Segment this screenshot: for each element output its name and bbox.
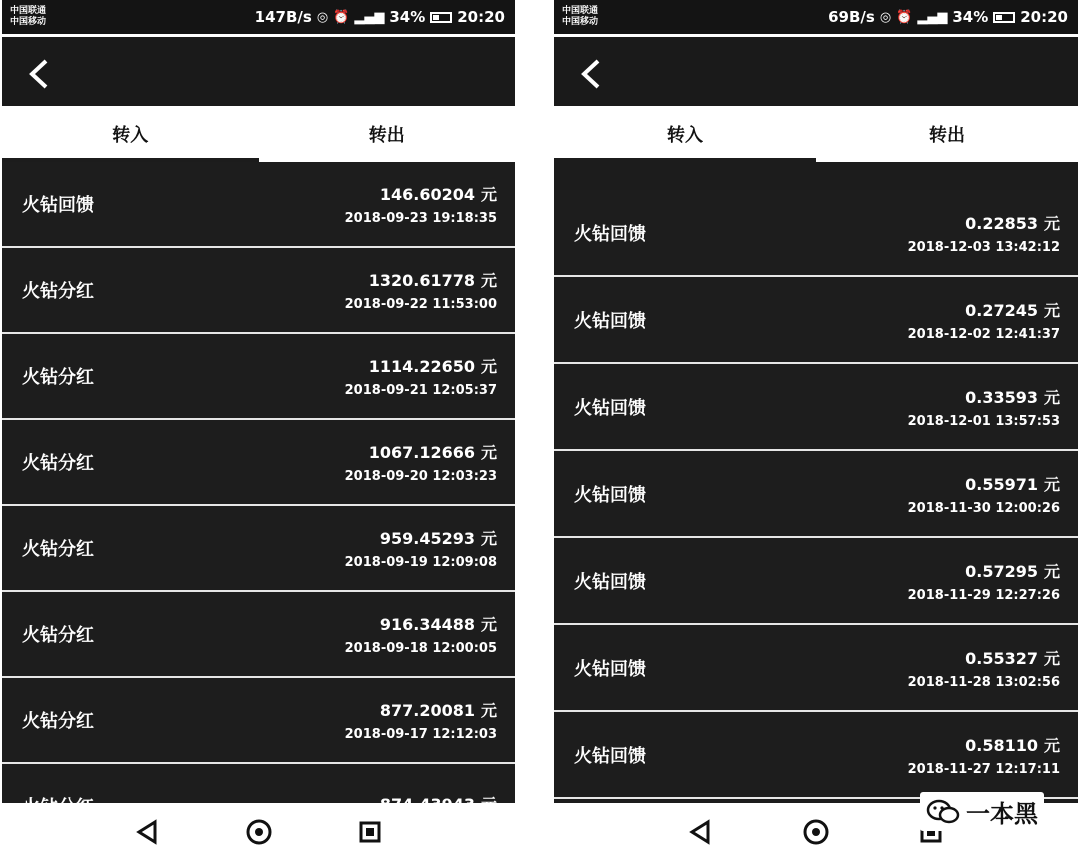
clock-time: 20:20 xyxy=(1020,8,1068,26)
carrier-1: 中国联通 xyxy=(562,6,599,16)
watermark xyxy=(920,792,1044,831)
transaction-details xyxy=(345,526,497,570)
currency-unit: 元 xyxy=(480,443,497,462)
currency-unit: 元 xyxy=(480,271,497,290)
transaction-amount: 0.55971 xyxy=(965,474,1038,494)
currency-unit: 元 xyxy=(480,357,497,376)
transaction-amount-line xyxy=(965,298,1060,321)
transaction-row[interactable] xyxy=(2,506,515,592)
transaction-amount-line xyxy=(380,612,497,635)
transaction-amount: 0.33593 xyxy=(965,387,1038,407)
tab-transfer-in[interactable]: 转入 xyxy=(554,106,816,162)
transaction-amount-line xyxy=(369,440,497,463)
transaction-date: 2018-09-18 12:00:05 xyxy=(344,641,497,656)
transaction-amount-line xyxy=(965,211,1060,234)
chevron-left-icon xyxy=(24,57,54,91)
transaction-amount-line xyxy=(965,472,1060,495)
currency-unit: 元 xyxy=(1043,735,1060,755)
transaction-amount-line xyxy=(965,385,1060,408)
transaction-amount-line xyxy=(965,559,1060,582)
watermark-text: 一本黑 xyxy=(966,800,1038,828)
currency-unit: 元 xyxy=(1043,300,1060,320)
transaction-date: 2018-09-19 12:09:08 xyxy=(344,555,497,570)
transaction-details xyxy=(345,440,497,484)
carrier-labels xyxy=(562,6,598,28)
navigation-bar xyxy=(2,803,515,861)
transaction-details xyxy=(345,612,497,656)
battery-icon xyxy=(430,12,452,23)
app-header xyxy=(554,34,1078,106)
transaction-amount-line xyxy=(965,646,1060,669)
transaction-details xyxy=(345,354,497,398)
transaction-details xyxy=(908,472,1060,516)
transaction-row[interactable] xyxy=(554,277,1078,364)
app-header xyxy=(2,34,515,106)
transaction-details xyxy=(908,298,1060,342)
transaction-details xyxy=(908,211,1060,255)
transaction-row[interactable] xyxy=(554,538,1078,625)
transaction-amount: 0.22853 xyxy=(965,213,1038,233)
tab-transfer-out[interactable]: 转出 xyxy=(368,125,405,146)
transaction-row[interactable] xyxy=(554,625,1078,712)
nav-back-button[interactable] xyxy=(686,817,716,847)
currency-unit: 元 xyxy=(480,701,497,720)
hotspot-icon: ◎ xyxy=(316,9,329,25)
transaction-date: 2018-11-27 12:17:11 xyxy=(907,761,1060,777)
alarm-icon: ⏰ xyxy=(896,9,913,25)
transaction-details xyxy=(908,385,1060,429)
transaction-amount-line xyxy=(380,698,497,721)
circle-home-icon xyxy=(802,818,830,846)
transaction-amount-line xyxy=(380,182,497,205)
carrier-labels xyxy=(10,6,46,28)
transaction-amount: 959.45293 xyxy=(379,529,475,548)
transaction-title: 火钻分红 xyxy=(22,453,94,474)
nav-recents-button[interactable] xyxy=(355,817,385,847)
transaction-date: 2018-12-02 12:41:37 xyxy=(907,326,1060,342)
transaction-date: 2018-12-01 13:57:53 xyxy=(907,413,1060,429)
transaction-amount-line xyxy=(965,733,1060,756)
transaction-amount: 0.55327 xyxy=(965,648,1038,668)
transaction-title: 火钻回馈 xyxy=(22,195,94,216)
square-recents-icon xyxy=(357,819,383,845)
transaction-amount: 1114.22650 xyxy=(368,357,475,376)
transaction-row[interactable] xyxy=(554,190,1078,277)
transaction-row[interactable] xyxy=(2,592,515,678)
transaction-amount: 146.60204 xyxy=(379,185,475,204)
circle-home-icon xyxy=(245,818,273,846)
transaction-amount: 0.57295 xyxy=(965,561,1038,581)
triangle-back-icon xyxy=(135,819,161,845)
currency-unit: 元 xyxy=(1043,561,1060,581)
currency-unit: 元 xyxy=(480,529,497,548)
transaction-amount: 916.34488 xyxy=(379,615,475,634)
status-indicators xyxy=(828,8,1068,26)
currency-unit: 元 xyxy=(480,615,497,634)
currency-unit: 元 xyxy=(1043,213,1060,233)
transaction-date: 2018-09-21 12:05:37 xyxy=(344,383,497,398)
alarm-icon: ⏰ xyxy=(333,9,350,25)
transaction-details xyxy=(345,698,497,742)
transaction-amount-line xyxy=(369,268,497,291)
transaction-date: 2018-09-20 12:03:23 xyxy=(344,469,497,484)
phone-screen-left xyxy=(0,0,517,861)
status-indicators xyxy=(255,8,505,26)
transaction-details xyxy=(908,733,1060,777)
transaction-row[interactable] xyxy=(2,248,515,334)
transaction-title: 火钻分红 xyxy=(22,625,94,646)
currency-unit: 元 xyxy=(1043,387,1060,407)
tab-bar xyxy=(2,106,515,162)
transaction-details xyxy=(345,182,497,226)
transaction-date: 2018-09-23 19:18:35 xyxy=(344,211,497,226)
transaction-details xyxy=(908,646,1060,690)
nav-home-button[interactable] xyxy=(244,817,274,847)
wechat-icon xyxy=(926,798,960,826)
transaction-title: 火钻回馈 xyxy=(574,745,646,767)
signal-icon: ▂▄▆ xyxy=(354,9,385,25)
tab-bar xyxy=(554,106,1078,162)
transaction-title: 火钻回馈 xyxy=(574,223,646,245)
transaction-row[interactable] xyxy=(2,334,515,420)
nav-home-button[interactable] xyxy=(801,817,831,847)
transaction-date: 2018-11-30 12:00:26 xyxy=(907,500,1060,516)
transaction-date: 2018-09-17 12:12:03 xyxy=(344,727,497,742)
transaction-row[interactable] xyxy=(554,364,1078,451)
transaction-date: 2018-12-03 13:42:12 xyxy=(907,239,1060,255)
transaction-amount: 0.58110 xyxy=(965,735,1038,755)
carrier-1: 中国联通 xyxy=(10,6,47,16)
transaction-amount: 1320.61778 xyxy=(368,271,475,290)
tab-transfer-in[interactable]: 转入 xyxy=(2,106,259,162)
hotspot-icon: ◎ xyxy=(879,9,892,25)
battery-icon xyxy=(993,12,1015,23)
transaction-list xyxy=(554,162,1078,803)
transaction-title: 火钻分红 xyxy=(22,281,94,302)
transaction-amount: 877.20081 xyxy=(379,701,475,720)
transaction-title: 火钻回馈 xyxy=(574,397,646,419)
carrier-2: 中国移动 xyxy=(10,17,47,27)
battery-percent: 34% xyxy=(952,8,989,26)
transaction-details xyxy=(345,268,497,312)
transaction-date: 2018-11-28 13:02:56 xyxy=(907,674,1060,690)
transaction-list xyxy=(2,162,515,803)
phone-screen-right xyxy=(552,0,1080,861)
network-speed: 147B/s xyxy=(254,8,312,26)
status-bar xyxy=(2,0,515,34)
signal-icon: ▂▄▆ xyxy=(917,9,948,25)
transaction-amount: 1067.12666 xyxy=(368,443,475,462)
transaction-amount-line xyxy=(369,354,497,377)
currency-unit: 元 xyxy=(1043,648,1060,668)
battery-percent: 34% xyxy=(389,8,426,26)
network-speed: 69B/s xyxy=(828,8,875,26)
transaction-row[interactable] xyxy=(554,712,1078,799)
status-bar xyxy=(554,0,1078,34)
triangle-back-icon xyxy=(688,819,714,845)
back-button[interactable] xyxy=(24,57,60,93)
currency-unit: 元 xyxy=(1043,474,1060,494)
carrier-2: 中国移动 xyxy=(562,17,599,27)
transaction-details xyxy=(908,559,1060,603)
transaction-title: 火钻回馈 xyxy=(574,571,646,593)
chevron-left-icon xyxy=(576,57,606,91)
transaction-title: 火钻分红 xyxy=(22,711,94,732)
transaction-title: 火钻分红 xyxy=(22,539,94,560)
clock-time: 20:20 xyxy=(457,8,505,26)
transaction-amount-line xyxy=(380,526,497,549)
tab-transfer-out[interactable]: 转出 xyxy=(929,125,965,146)
currency-unit: 元 xyxy=(480,185,497,204)
nav-back-button[interactable] xyxy=(133,817,163,847)
transaction-title: 火钻回馈 xyxy=(574,484,646,506)
transaction-title: 火钻回馈 xyxy=(574,310,646,332)
transaction-date: 2018-11-29 12:27:26 xyxy=(907,587,1060,603)
transaction-amount: 0.27245 xyxy=(965,300,1038,320)
transaction-row[interactable] xyxy=(2,678,515,764)
transaction-row[interactable] xyxy=(2,420,515,506)
transaction-row[interactable] xyxy=(554,451,1078,538)
transaction-title: 火钻分红 xyxy=(22,367,94,388)
back-button[interactable] xyxy=(576,57,612,93)
transaction-title: 火钻回馈 xyxy=(574,658,646,680)
transaction-date: 2018-09-22 11:53:00 xyxy=(344,297,497,312)
transaction-row[interactable] xyxy=(2,162,515,248)
